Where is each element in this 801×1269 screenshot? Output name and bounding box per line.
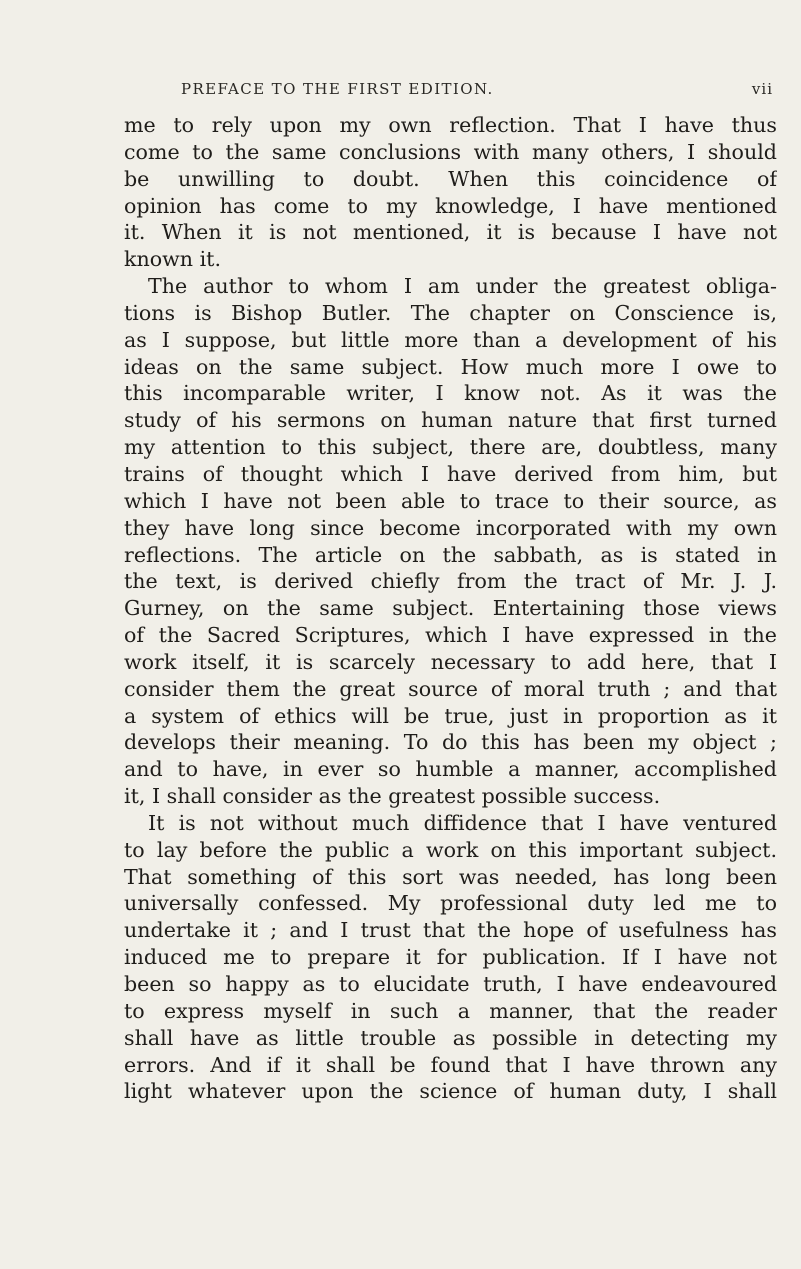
text-line: errors. And if it shall be found that I have thrown any <box>124 1052 777 1077</box>
text-line: this incomparable writer, I know not. As it was the <box>124 381 777 406</box>
text-line: be unwilling to doubt. When this coincidence of <box>124 166 777 191</box>
text-line: universally confessed. My professional duty led me to <box>124 891 777 916</box>
text-line: which I have not been able to trace to their source, as <box>124 488 777 513</box>
text-line: a system of ethics will be true, just in proportion as it <box>124 703 777 728</box>
running-head-title: PREFACE TO THE FIRST EDITION. <box>181 80 494 98</box>
text-line: opinion has come to my knowledge, I have mentioned <box>124 193 777 218</box>
text-line: they have long since become incorporated with my own <box>124 515 777 540</box>
body-text <box>124 112 777 1105</box>
text-line: undertake it ; and I trust that the hope of usefulness has <box>124 918 777 943</box>
text-line: as I suppose, but little more than a development of his <box>124 327 777 352</box>
text-line: induced me to prepare it for publication. If I have not <box>124 945 777 970</box>
text-line: consider them the great source of moral truth ; and that <box>124 676 777 701</box>
text-line: to lay before the public a work on this important subject. <box>124 837 777 862</box>
text-line: light whatever upon the science of human duty, I shall <box>124 1079 777 1104</box>
text-line: work itself, it is scarcely necessary to add here, that I <box>124 649 777 674</box>
text-line: the text, is derived chiefly from the tract of Mr. J. J. <box>124 569 777 594</box>
text-line: me to rely upon my own reflection. That I have thus <box>124 113 777 137</box>
text-line: to express myself in such a manner, that the reader <box>124 998 777 1023</box>
text-line: trains of thought which I have derived from him, but <box>124 461 777 486</box>
text-line: my attention to this subject, there are, doubtless, many <box>124 435 777 460</box>
text-line: been so happy as to elucidate truth, I have endeavoured <box>124 972 777 996</box>
text-line: it. When it is not mentioned, it is because I have not <box>124 220 777 245</box>
text-line: ideas on the same subject. How much more I owe to <box>124 354 777 379</box>
text-line: It is not without much diffidence that I have ventured <box>148 810 777 835</box>
paragraph <box>124 112 777 273</box>
text-line: develops their meaning. To do this has been my object ; <box>124 730 777 755</box>
text-line: and to have, in ever so humble a manner, accomplished <box>124 757 777 782</box>
text-line: of the Sacred Scriptures, which I have expressed in the <box>124 623 777 648</box>
paragraph <box>124 273 777 810</box>
text-line: come to the same conclusions with many others, I should <box>124 139 777 164</box>
text-line: reflections. The article on the sabbath, as is stated in <box>124 542 777 567</box>
page-number: vii <box>751 80 773 98</box>
text-line: known it. <box>124 247 221 272</box>
text-line: study of his sermons on human nature that first turned <box>124 408 777 433</box>
text-line: it, I shall consider as the greatest possible success. <box>124 784 661 809</box>
text-line: shall have as little trouble as possible in detecting my <box>124 1025 777 1050</box>
text-line: The author to whom I am under the greatest obliga- <box>148 274 777 299</box>
text-line: tions is Bishop Butler. The chapter on Conscience is, <box>124 300 777 325</box>
running-head <box>181 72 773 102</box>
paragraph <box>124 810 777 1105</box>
text-line: Gurney, on the same subject. Entertaining those views <box>124 596 777 621</box>
text-line: That something of this sort was needed, has long been <box>124 864 777 889</box>
